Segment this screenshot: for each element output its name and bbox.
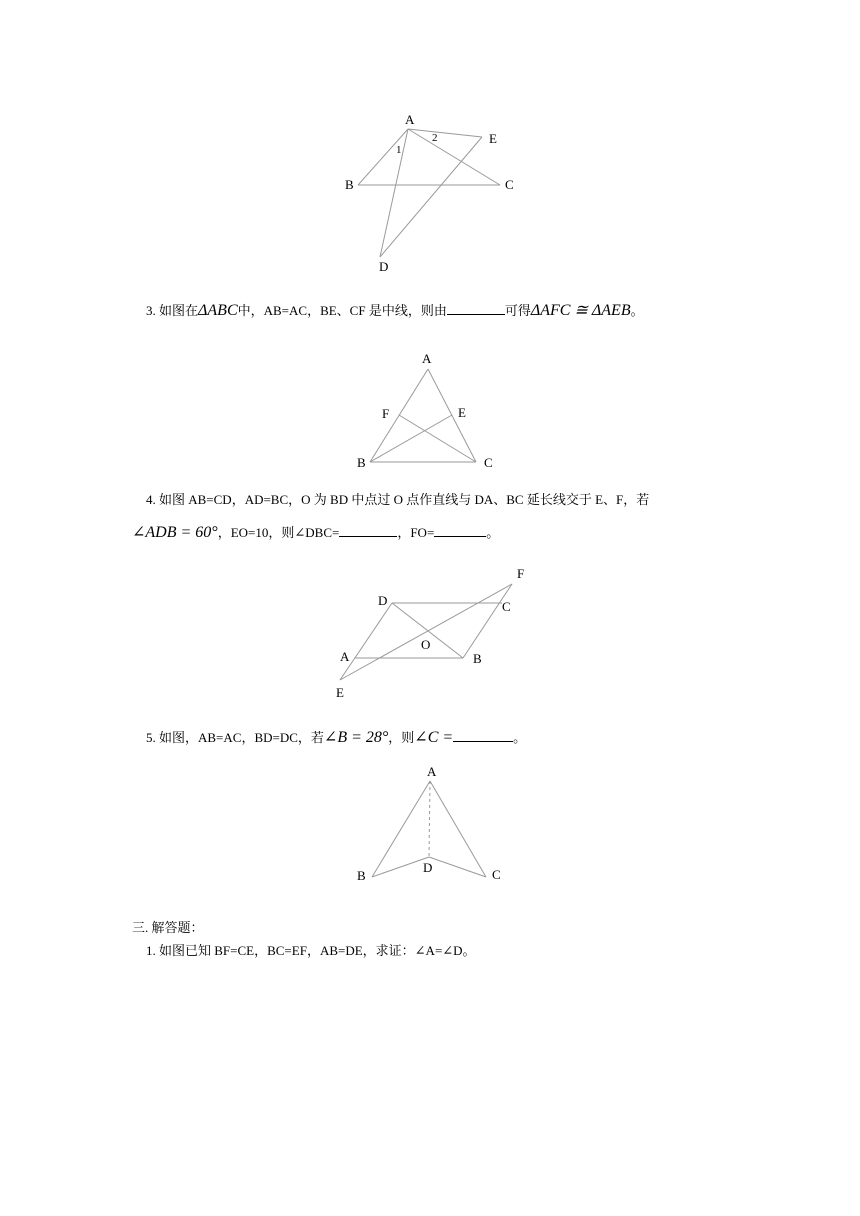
math-angle-adb: ∠ADB = 60°	[132, 524, 218, 541]
question-4	[146, 490, 649, 510]
question-text: ，则	[388, 730, 415, 745]
label-c: C	[492, 867, 501, 882]
label-o: O	[421, 637, 431, 652]
label-c: C	[505, 177, 514, 192]
question-number: 4.	[146, 492, 156, 507]
segment-ea-d	[340, 603, 392, 680]
question-number: 3.	[146, 303, 156, 318]
segment-ab	[372, 781, 433, 877]
question-3	[146, 300, 644, 321]
figure-q5	[0, 760, 860, 890]
label-a: A	[422, 351, 432, 366]
label-e: E	[489, 131, 497, 146]
segment-ad-dashed	[429, 781, 430, 857]
question-text: 如图在	[159, 303, 199, 318]
answer-blank[interactable]	[453, 727, 513, 742]
segment-ab	[358, 129, 408, 185]
segment-ac	[430, 781, 486, 877]
answer-blank-dbc[interactable]	[339, 522, 397, 537]
math-angle-b: ∠B = 28°	[323, 729, 389, 746]
question-4-continued	[132, 522, 499, 543]
question-text: 可得	[504, 303, 531, 318]
question-text: 如图 AB=CD，AD=BC，O 为 BD 中点过 O 点作直线与 DA、BC 延长线交于 E、F，若	[159, 492, 650, 507]
math-triangle-abc: ΔABC	[198, 302, 238, 319]
question-text: 。	[630, 303, 644, 318]
label-d: D	[423, 860, 433, 875]
question-text: 如图，AB=AC，BD=DC，若	[159, 730, 324, 745]
question-text: 中，AB=AC，BE、CF 是中线，则由	[237, 303, 447, 318]
segment-dc	[429, 857, 486, 877]
label-c: C	[484, 455, 493, 470]
segment-ad	[380, 129, 408, 257]
label-a: A	[340, 649, 350, 664]
segment-ac	[408, 129, 500, 185]
label-e: E	[336, 685, 344, 700]
label-a: A	[405, 112, 415, 127]
label-b: B	[357, 455, 366, 470]
answer-blank[interactable]	[447, 300, 505, 315]
label-b: B	[357, 868, 366, 883]
figure-q3	[0, 340, 860, 480]
label-a: A	[427, 764, 437, 779]
label-f: F	[517, 566, 525, 581]
angle-label-2: 2	[432, 132, 438, 144]
label-b: B	[345, 177, 354, 192]
label-b: B	[473, 651, 482, 666]
solution-question-1	[146, 941, 476, 961]
question-text: 。	[486, 525, 500, 540]
question-text: 。	[513, 730, 527, 745]
question-text: ，FO=	[397, 525, 435, 540]
answer-blank-fo[interactable]	[434, 522, 486, 537]
segment-bd	[372, 857, 429, 877]
question-5	[146, 727, 526, 748]
figure-q2	[0, 0, 860, 280]
label-e: E	[458, 405, 466, 420]
math-angle-c: ∠C =	[414, 729, 454, 746]
segment-b-c-f	[463, 584, 512, 658]
section-title: 三. 解答题：	[132, 920, 204, 935]
question-text: ，EO=10，则∠DBC=	[217, 525, 340, 540]
label-d: D	[379, 259, 389, 274]
figure-q4	[0, 560, 860, 710]
question-number: 1.	[146, 943, 156, 958]
label-d: D	[378, 593, 388, 608]
question-number: 5.	[146, 730, 156, 745]
question-text: 如图已知 BF=CE，BC=EF，AB=DE，求证：∠A=∠D。	[159, 943, 476, 958]
label-f: F	[382, 406, 390, 421]
segment-ef	[340, 584, 512, 680]
angle-label-1: 1	[396, 144, 402, 156]
math-congruence: ΔAFC ≅ ΔAEB	[530, 302, 631, 319]
label-c: C	[502, 599, 511, 614]
